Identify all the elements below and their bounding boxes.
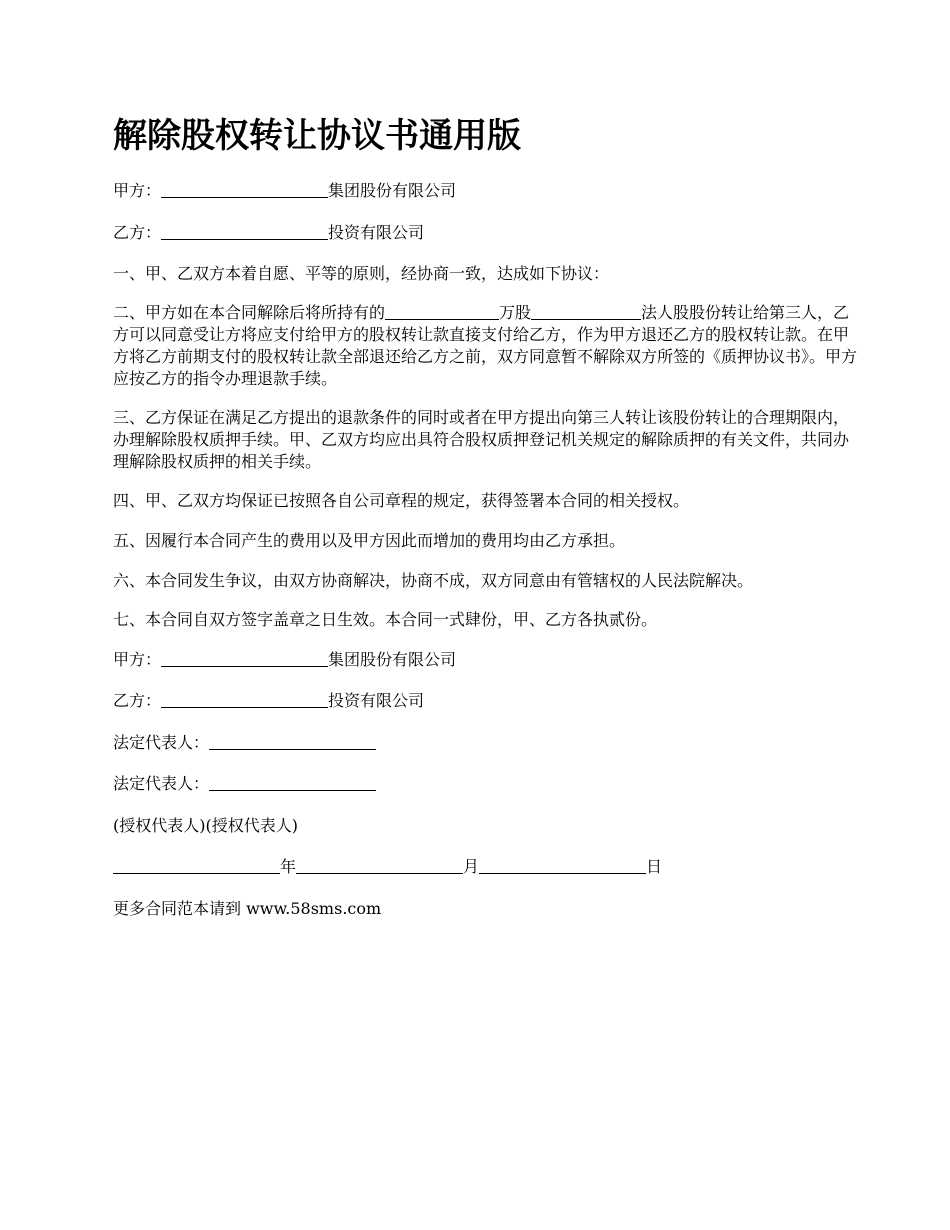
sign-party-b-line xyxy=(113,690,858,712)
date-day-label: 日 xyxy=(646,857,663,876)
clause-4: 四、甲、乙双方均保证已按照各自公司章程的规定，获得签署本合同的相关授权。 xyxy=(113,491,690,510)
party-b-label: 乙方： xyxy=(113,223,162,242)
clause-2-part2: 万股 xyxy=(499,303,532,322)
legal-rep-line-2 xyxy=(113,773,858,795)
clause-3: 三、乙方保证在满足乙方提出的退款条件的同时或者在甲方提出向第三人转让该股份转让的合理期限内，办理解除股权质押手续。甲、乙双方均应出具符合股权质押登记机关规定的解除质押的有关文件，共同办理解除股权质押的相关手续。 xyxy=(113,408,850,471)
party-a-label: 甲方： xyxy=(113,181,162,200)
date-line xyxy=(113,856,858,878)
sign-party-b-label: 乙方： xyxy=(113,691,162,710)
clause-1: 一、甲、乙双方本着自愿、平等的原则，经协商一致，达成如下协议： xyxy=(113,264,610,283)
shares-type-blank xyxy=(531,303,641,320)
legal-rep-label-1: 法定代表人： xyxy=(113,733,210,752)
legal-rep-blank-1 xyxy=(209,733,376,750)
clause-6: 六、本合同发生争议，由双方协商解决，协商不成，双方同意由有管辖权的人民法院解决。 xyxy=(113,571,754,590)
party-b-blank xyxy=(161,223,328,240)
sign-party-a-label: 甲方： xyxy=(113,650,162,669)
clause-2-part1: 二、甲方如在本合同解除后将所持有的 xyxy=(113,303,386,322)
party-b-company: 投资有限公司 xyxy=(328,223,425,242)
party-a-line xyxy=(113,180,858,202)
clause-2-part3: 法人股股份转让给第三人，乙方可以同意受让方将应支付给甲方的股权转让款直接支付给乙方，作为甲方退还乙方的股权转让款。在甲方将乙方前期支付的股权转让款全部退还给乙方之前，双方同意暂不解除双方所签的《质押协议书》。甲方应按乙方的指令办理退款手续。 xyxy=(113,303,858,388)
sign-party-a-blank xyxy=(161,650,328,667)
clause-2 xyxy=(113,302,858,390)
sign-party-b-company: 投资有限公司 xyxy=(328,691,425,710)
authorized-reps: (授权代表人)(授权代表人) xyxy=(113,816,298,835)
date-month-label: 月 xyxy=(463,857,480,876)
sign-party-a-line xyxy=(113,649,858,671)
date-year-label: 年 xyxy=(280,857,297,876)
legal-rep-label-2: 法定代表人： xyxy=(113,774,210,793)
legal-rep-line-1 xyxy=(113,732,858,754)
clause-7: 七、本合同自双方签字盖章之日生效。本合同一式肆份，甲、乙方各执贰份。 xyxy=(113,610,658,629)
sign-party-b-blank xyxy=(161,691,328,708)
party-a-blank xyxy=(161,181,328,198)
document-title: 解除股权转让协议书通用版 xyxy=(113,116,521,156)
month-blank xyxy=(296,857,463,874)
party-b-line xyxy=(113,222,858,244)
party-a-company: 集团股份有限公司 xyxy=(328,181,457,200)
footer-note: 更多合同范本请到 www.58sms.com xyxy=(113,899,382,918)
clause-5: 五、因履行本合同产生的费用以及甲方因此而增加的费用均由乙方承担。 xyxy=(113,531,626,550)
shares-count-blank xyxy=(385,303,499,320)
day-blank xyxy=(479,857,646,874)
legal-rep-blank-2 xyxy=(209,774,376,791)
year-blank xyxy=(113,857,280,874)
sign-party-a-company: 集团股份有限公司 xyxy=(328,650,457,669)
